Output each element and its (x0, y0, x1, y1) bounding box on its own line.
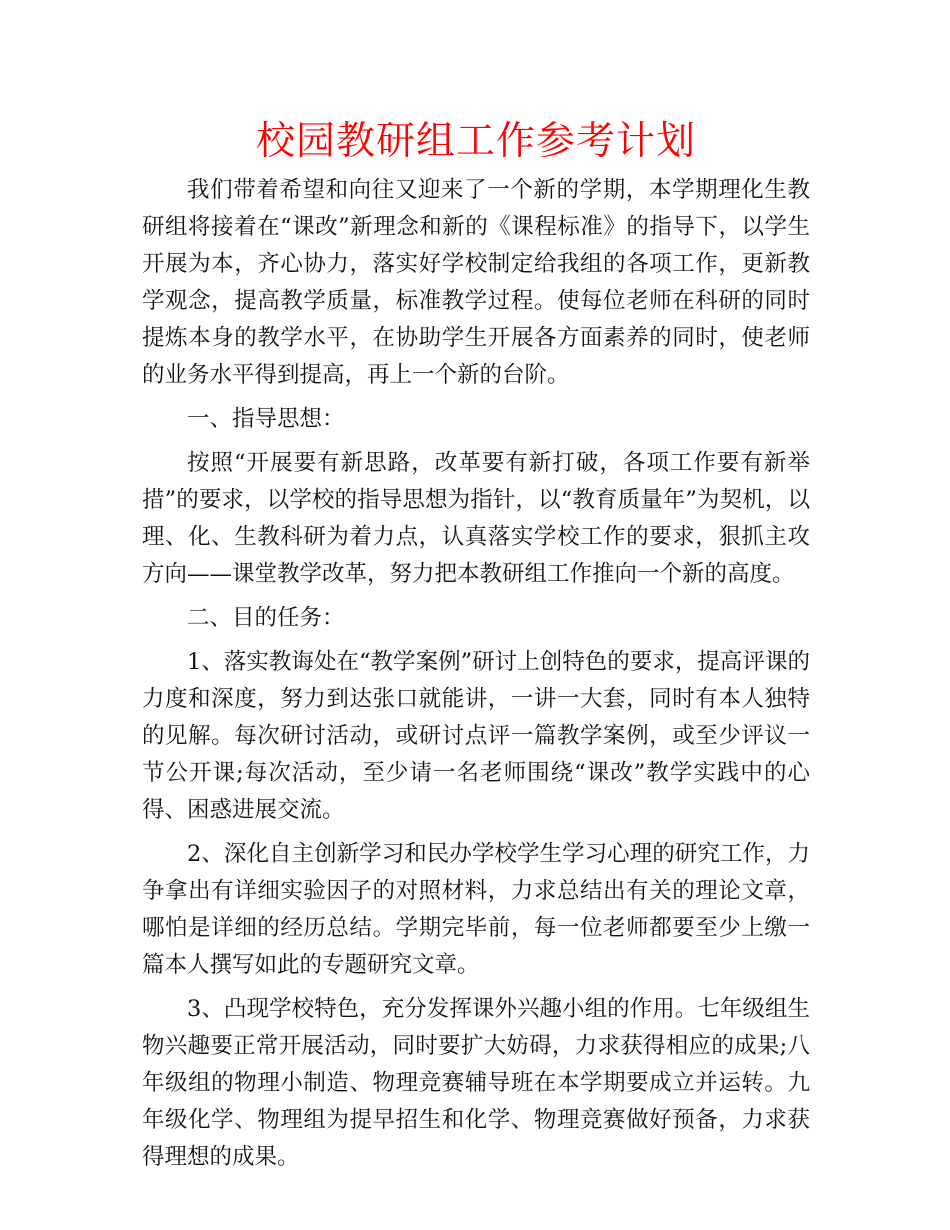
intro-paragraph: 我们带着希望和向往又迎来了一个新的学期，本学期理化生教研组将接着在“课改”新理念和新的《课程标准》的指导下，以学生开展为本，齐心协力，落实好学校制定给我组的各项工作，更新教学观念，提高教学质量，标准教学过程。使每位老师在科研的同时提炼本身的教学水平，在协助学生开展各方面素养的同时，使老师的业务水平得到提高，再上一个新的台阶。 (142, 177, 810, 388)
section-heading-goals: 二、目的任务： (187, 605, 345, 631)
document-title: 校园教研组工作参考计划 (255, 119, 696, 164)
guiding-ideology-paragraph: 按照“开展要有新思路，改革要有新打破，各项工作要有新举措”的要求，以学校的指导思想为指针，以“教育质量年”为契机，以理、化、生教科研为着力点，认真落实学校工作的要求，狠抓主攻方向——课堂教学改革，努力把本教研组工作推向一个新的高度。 (142, 450, 810, 587)
section-heading-guiding-ideology: 一、指导思想： (187, 406, 345, 432)
document-page (142, 112, 810, 1176)
goal-item-3: 3、凸现学校特色，充分发挥课外兴趣小组的作用。七年级组生物兴趣要正常开展活动，同时要扩大妨碍，力求获得相应的成果;八年级组的物理小制造、物理竞赛辅导班在本学期要成立并运转。九年级化学、物理组为提早招生和化学、物理竞赛做好预备，力求获得理想的成果。 (142, 996, 810, 1170)
goal-item-1: 1、落实教诲处在“教学案例”研讨上创特色的要求，提高评课的力度和深度，努力到达张口就能讲，一讲一大套，同时有本人独特的见解。每次研讨活动，或研讨点评一篇教学案例，或至少评议一节公开课;每次活动，至少请一名老师围绕“课改”教学实践中的心得、困惑进展交流。 (142, 649, 810, 823)
goal-item-2: 2、深化自主创新学习和民办学校学生学习心理的研究工作，力争拿出有详细实验因子的对照材料，力求总结出有关的理论文章，哪怕是详细的经历总结。学期完毕前，每一位老师都要至少上缴一篇本人撰写如此的专题研究文章。 (142, 841, 810, 978)
